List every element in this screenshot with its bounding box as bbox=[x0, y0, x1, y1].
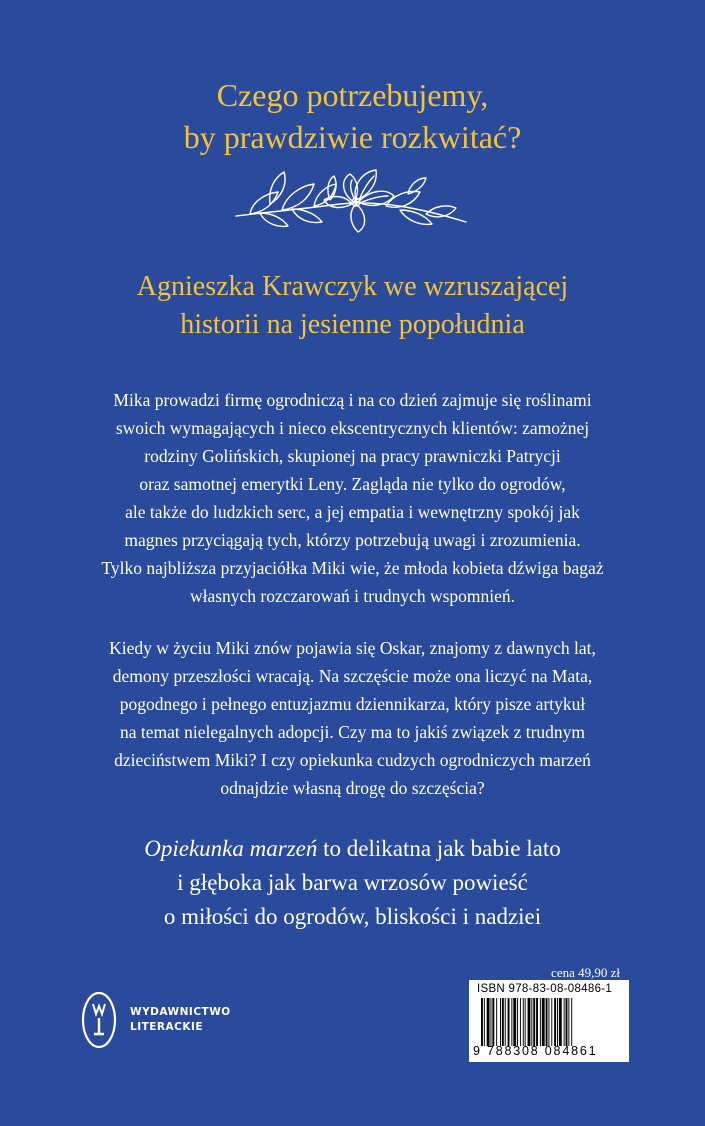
closing-statement bbox=[0, 832, 705, 934]
blurb-line: pogodnego i pełnego entuzjazmu dziennikarza, który pisze artykuł bbox=[119, 694, 586, 714]
barcode-bar bbox=[525, 998, 526, 1046]
barcode-bar bbox=[564, 998, 565, 1046]
barcode-bar bbox=[571, 998, 572, 1046]
blurb-paragraph-2 bbox=[40, 634, 665, 802]
blurb-line: Tylko najbliższa przyjaciółka Miki wie, że młoda kobieta dźwiga bagaż bbox=[101, 558, 604, 578]
barcode-bar bbox=[531, 998, 532, 1046]
blurb-line: swoich wymagających i nieco ekscentrycznych klientów: zamożnej bbox=[115, 418, 590, 438]
barcode-bar bbox=[511, 998, 512, 1046]
barcode-bar bbox=[491, 998, 492, 1046]
tagline-line-2: by prawdziwie rozkwitać? bbox=[183, 119, 522, 155]
blurb-line: dzieciństwem Miki? I czy opiekunka cudzych ogrodniczych marzeń bbox=[114, 750, 591, 770]
barcode-bar bbox=[536, 998, 538, 1046]
closing-line-1 bbox=[0, 832, 705, 866]
closing-line-2: i głęboka jak barwa wrzosów powieść bbox=[177, 870, 528, 895]
tagline-line-1: Czego potrzebujemy, bbox=[216, 77, 489, 113]
blurb-line: magnes przyciągają tych, którzy potrzebują uwagi i zrozumienia. bbox=[124, 530, 581, 550]
flower-branch-icon bbox=[230, 164, 470, 244]
barcode-bar bbox=[548, 998, 549, 1046]
barcode-bar bbox=[513, 998, 516, 1046]
barcode-bar bbox=[492, 998, 494, 1046]
barcode-bar bbox=[500, 998, 501, 1046]
barcode-bar bbox=[551, 998, 552, 1046]
publisher-name-line-1: WYDAWNICTWO bbox=[130, 1006, 231, 1018]
barcode-bar bbox=[566, 998, 568, 1046]
barcode-bar bbox=[557, 998, 558, 1046]
publisher-block bbox=[80, 990, 231, 1050]
blurb-line: własnych rozczarowań i trudnych wspomnień. bbox=[189, 586, 516, 606]
blurb-line: rodziny Golińskich, skupionej na pracy prawniczki Patrycji bbox=[144, 446, 561, 466]
blurb-line: odnajdzie własną drogę do szczęścia? bbox=[220, 778, 485, 798]
blurb-paragraph-1 bbox=[40, 386, 665, 610]
barcode-bar bbox=[546, 998, 548, 1046]
barcode-bar bbox=[542, 998, 545, 1046]
barcode-bars bbox=[481, 998, 621, 1046]
barcode-digits: 9 788308 084861 bbox=[473, 1044, 598, 1058]
book-title: Opiekunka marzeń bbox=[144, 836, 318, 861]
barcode-bar bbox=[517, 998, 518, 1046]
isbn-label: ISBN 978-83-08-08486-1 bbox=[477, 983, 613, 995]
barcode-bar bbox=[484, 998, 485, 1046]
barcode-bar bbox=[520, 998, 521, 1046]
barcode-bar bbox=[559, 998, 562, 1046]
price-label: cena 49,90 zł bbox=[551, 965, 620, 980]
publisher-name bbox=[130, 1005, 231, 1035]
barcode-bar bbox=[487, 998, 490, 1046]
subtitle-line-1: Agnieszka Krawczyk we wzruszającej bbox=[136, 271, 569, 302]
barcode-bar bbox=[533, 998, 535, 1046]
barcode-bar bbox=[554, 998, 556, 1046]
barcode-bar bbox=[523, 998, 524, 1046]
blurb-line: na temat nielegalnych adopcji. Czy ma to jakiś związek z trudnym bbox=[119, 722, 586, 742]
publisher-name-line-2: LITERACKIE bbox=[130, 1021, 204, 1033]
isbn-barcode bbox=[469, 980, 629, 1062]
barcode-bar bbox=[496, 998, 497, 1046]
closing-line-3: o miłości do ogrodów, bliskości i nadziei bbox=[163, 904, 542, 929]
tagline bbox=[0, 74, 705, 158]
barcode-bar bbox=[568, 998, 569, 1046]
blurb-line: ale także do ludzkich serc, a jej empatia i wewnętrzny spokój jak bbox=[125, 502, 580, 522]
barcode-bar bbox=[508, 998, 510, 1046]
subtitle-line-2: historii na jesienne popołudnia bbox=[180, 309, 525, 340]
barcode-bar bbox=[502, 998, 504, 1046]
closing-line-1-rest: to delikatna jak babie lato bbox=[317, 836, 561, 861]
barcode-bar bbox=[528, 998, 531, 1046]
blurb-line: Kiedy w życiu Miki znów pojawia się Oskar, znajomy z dawnych lat, bbox=[109, 638, 596, 658]
subtitle bbox=[0, 268, 705, 344]
barcode-bar bbox=[505, 998, 506, 1046]
barcode-bar bbox=[540, 998, 541, 1046]
publisher-logo-icon bbox=[80, 990, 118, 1050]
barcode-bar bbox=[481, 998, 483, 1046]
blurb-line: oraz samotnej emerytki Leny. Zagląda nie tylko do ogrodów, bbox=[139, 474, 566, 494]
blurb-line: Mika prowadzi firmę ogrodniczą i na co dzień zajmuje się roślinami bbox=[113, 390, 592, 410]
blurb-line: demony przeszłości wracają. Na szczęście może ona liczyć na Mata, bbox=[112, 666, 593, 686]
